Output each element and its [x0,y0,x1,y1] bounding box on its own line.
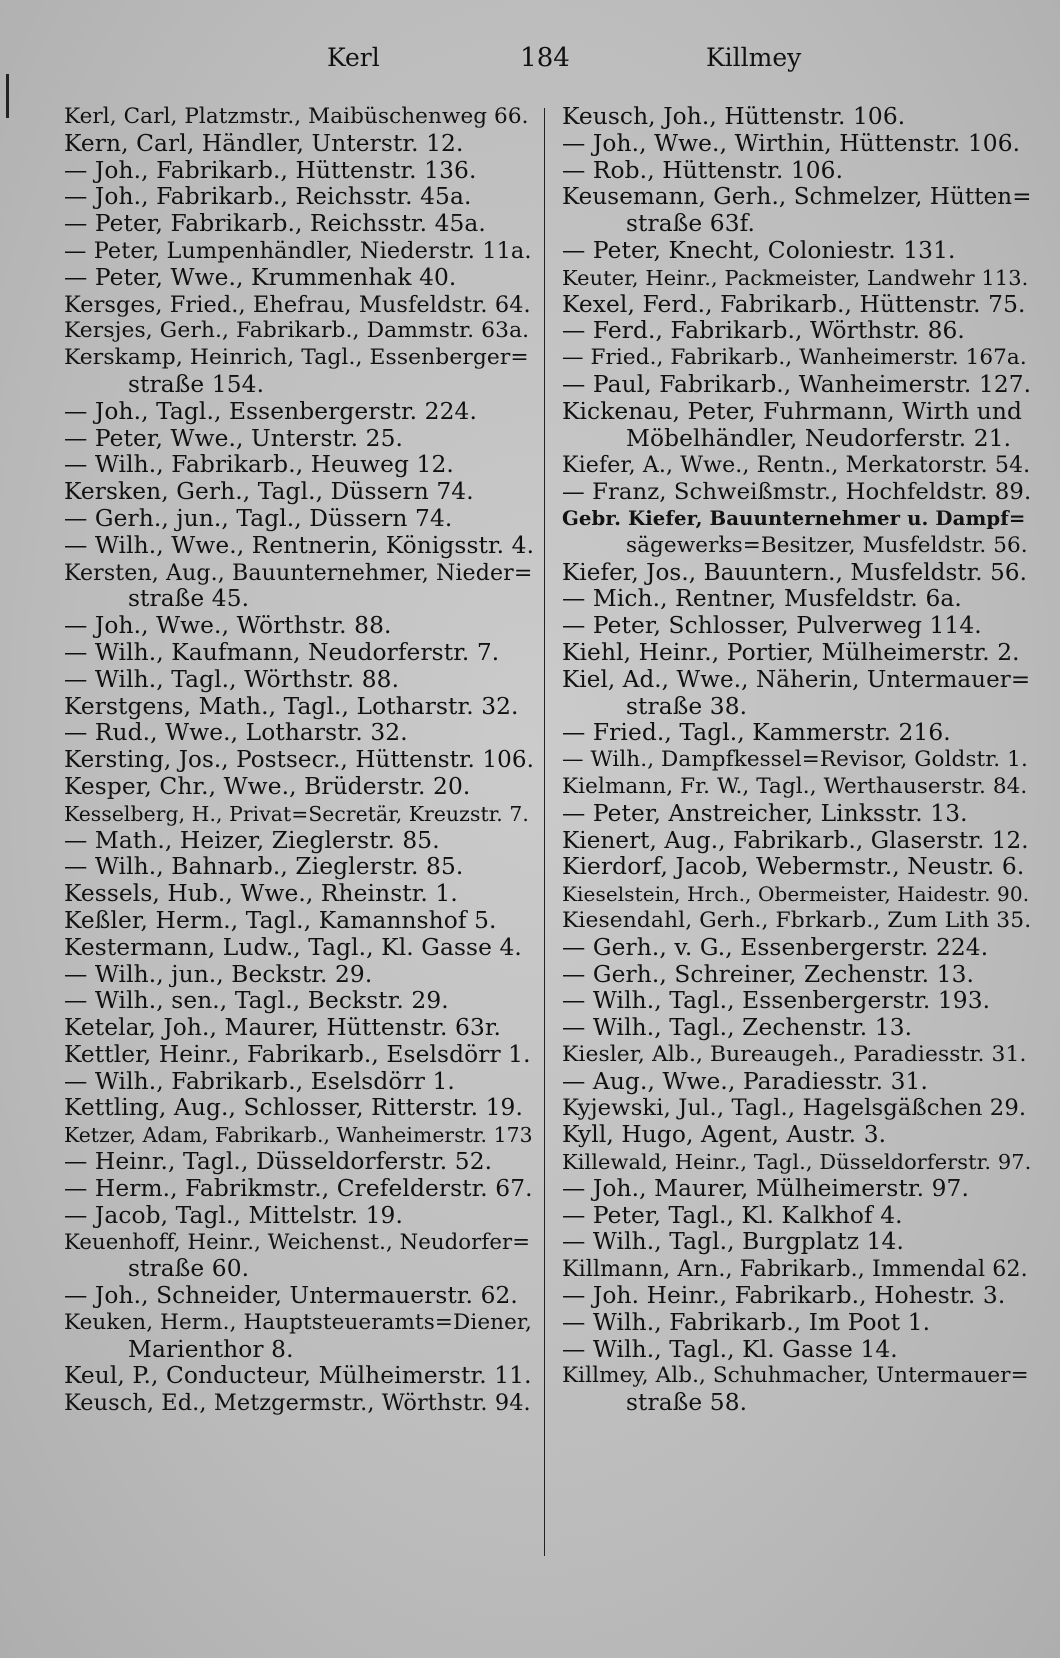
directory-entry: — Fried., Fabrikarb., Wanheimerstr. 167a. [562,345,1027,371]
directory-entry: — Gerh., Schreiner, Zechenstr. 13. [562,960,974,988]
directory-entry: — Joh., Tagl., Essenbergerstr. 224. [64,397,477,425]
directory-entry: — Peter, Lumpenhändler, Niederstr. 11a. [64,237,532,264]
directory-entry: Ketzer, Adam, Fabrikarb., Wanheimerstr. 173 [64,1123,533,1148]
directory-entry: Killmey, Alb., Schuhmacher, Untermauer= [562,1363,1029,1389]
directory-entry: Kiel, Ad., Wwe., Näherin, Untermauer= [562,666,1031,693]
directory-entry: — Rob., Hüttenstr. 106. [562,156,844,184]
entry-continuation: straße 63f. [626,210,756,238]
directory-entry: — Joh., Wwe., Wörthstr. 88. [64,612,392,640]
directory-entry: Keusch, Joh., Hüttenstr. 106. [562,104,906,130]
directory-entry: Kiesendahl, Gerh., Fbrkarb., Zum Lith 35. [562,907,1032,933]
directory-entry: — Paul, Fabrikarb., Wanheimerstr. 127. [562,370,1032,398]
directory-entry: Kettling, Aug., Schlosser, Ritterstr. 19. [64,1094,523,1122]
directory-entry: — Jacob, Tagl., Mittelstr. 19. [64,1201,403,1229]
directory-entry: — Mich., Rentner, Musfeldstr. 6a. [562,585,962,613]
directory-entry: — Aug., Wwe., Paradiesstr. 31. [562,1067,928,1095]
entry-continuation: straße 60. [128,1255,250,1283]
directory-entry: Kerskamp, Heinrich, Tagl., Essenberger= [64,345,529,371]
directory-entry: Killewald, Heinr., Tagl., Düsseldorferstr. 97. [562,1150,1032,1175]
column-divider [544,108,545,1556]
directory-entry: — Fried., Tagl., Kammerstr. 216. [562,719,951,747]
directory-entry: Kessels, Hub., Wwe., Rheinstr. 1. [64,880,458,908]
directory-entry: Kersken, Gerh., Tagl., Düssern 74. [64,478,474,506]
entry-continuation: straße 154. [128,370,265,398]
directory-entry: Kexel, Ferd., Fabrikarb., Hüttenstr. 75. [562,290,1026,318]
directory-entry: — Joh., Schneider, Untermauerstr. 62. [64,1282,518,1310]
directory-entry: Kieselstein, Hrch., Obermeister, Haidestr. 90. [562,882,1030,907]
page-edge-mark [6,74,9,118]
directory-entry: — Joh., Wwe., Wirthin, Hüttenstr. 106. [562,129,1021,157]
directory-entry: Keuter, Heinr., Packmeister, Landwehr 113. [562,265,1029,290]
directory-entry: Kickenau, Peter, Fuhrmann, Wirth und [562,397,1022,425]
left-column [64,104,534,1417]
entry-continuation: straße 58. [626,1389,748,1417]
directory-entry: Kielmann, Fr. W., Tagl., Werthauserstr. 84. [562,773,1028,799]
directory-entry: — Gerh., v. G., Essenbergerstr. 224. [562,933,989,961]
directory-entry: Keul, P., Conducteur, Mülheimerstr. 11. [64,1362,532,1390]
directory-entry: Kiefer, Jos., Bauuntern., Musfeldstr. 56. [562,559,1027,586]
directory-entry: Kersges, Fried., Ehefrau, Musfeldstr. 64. [64,291,531,318]
directory-entry: Kyjewski, Jul., Tagl., Hagelsgäßchen 29. [562,1095,1027,1122]
directory-entry: Kesper, Chr., Wwe., Brüderstr. 20. [64,772,471,800]
directory-entry: — Franz, Schweißmstr., Hochfeldstr. 89. [562,479,1032,506]
directory-entry: — Wilh., jun., Beckstr. 29. [64,960,373,988]
entry-continuation: Marienthor 8. [128,1335,294,1363]
directory-entry: — Peter, Schlosser, Pulverweg 114. [562,612,982,640]
directory-entry: — Wilh., Dampfkessel=Revisor, Goldstr. 1. [562,747,1028,773]
directory-entry: Kerl, Carl, Platzmstr., Maibüschenweg 66. [64,104,529,129]
directory-entry: — Wilh., Tagl., Zechenstr. 13. [562,1014,913,1042]
directory-entry: Gebr. Kiefer, Bauunternehmer u. Dampf= [562,506,1026,530]
directory-entry: — Wilh., Fabrikarb., Heuweg 12. [64,451,454,479]
directory-entry: Kersjes, Gerh., Fabrikarb., Dammstr. 63a. [64,318,530,344]
directory-entry: — Wilh., Tagl., Kl. Gasse 14. [562,1335,898,1363]
directory-entry: Kiesler, Alb., Bureaugeh., Paradiesstr. 31. [562,1041,1027,1067]
directory-entry: — Wilh., Tagl., Essenbergerstr. 193. [562,987,991,1015]
directory-entry: — Joh., Fabrikarb., Reichsstr. 45a. [64,183,472,211]
directory-entry: Keuenhoff, Heinr., Weichenst., Neudorfer= [64,1229,531,1255]
directory-entry: — Gerh., jun., Tagl., Düssern 74. [64,504,453,532]
directory-entry: Ketelar, Joh., Maurer, Hüttenstr. 63r. [64,1014,502,1042]
right-column [562,104,1032,1417]
entry-continuation: sägewerks=Besitzer, Musfeldstr. 56. [626,532,1028,558]
directory-entry: Keßler, Herm., Tagl., Kamannshof 5. [64,906,497,934]
directory-entry: — Wilh., Kaufmann, Neudorferstr. 7. [64,638,500,666]
directory-entry: Kern, Carl, Händler, Unterstr. 12. [64,129,464,157]
directory-entry: — Ferd., Fabrikarb., Wörthstr. 86. [562,317,965,345]
directory-entry: Kettler, Heinr., Fabrikarb., Eselsdörr 1. [64,1040,531,1068]
directory-entry: — Joh., Fabrikarb., Hüttenstr. 136. [64,156,477,184]
directory-entry: Killmann, Arn., Fabrikarb., Immendal 62. [562,1256,1028,1283]
entry-continuation: straße 38. [626,692,748,720]
directory-entry: — Heinr., Tagl., Düsseldorferstr. 52. [64,1148,493,1176]
directory-entry: — Math., Heizer, Zieglerstr. 85. [64,826,440,854]
directory-entry: Kiehl, Heinr., Portier, Mülheimerstr. 2. [562,638,1020,666]
directory-entry: — Wilh., sen., Tagl., Beckstr. 29. [64,987,449,1015]
directory-entry: Kienert, Aug., Fabrikarb., Glaserstr. 12. [562,827,1029,854]
directory-entry: — Peter, Fabrikarb., Reichsstr. 45a. [64,210,486,238]
directory-entry: Kesselberg, H., Privat=Secretär, Kreuzstr. 7. [64,801,529,826]
header-first-entry: Kerl [327,43,380,72]
directory-entry: — Wilh., Fabrikarb., Eselsdörr 1. [64,1067,455,1095]
page-number: 184 [520,43,570,73]
entry-continuation: straße 45. [128,585,250,613]
directory-entry: — Peter, Anstreicher, Linksstr. 13. [562,799,968,827]
entry-continuation: Möbelhändler, Neudorferstr. 21. [626,424,1012,452]
directory-entry: Kierdorf, Jacob, Webermstr., Neustr. 6. [562,853,1025,881]
directory-entry: — Wilh., Fabrikarb., Im Poot 1. [562,1308,931,1336]
directory-entry: — Peter, Knecht, Coloniestr. 131. [562,236,956,264]
directory-entry: — Wilh., Wwe., Rentnerin, Königsstr. 4. [64,531,534,559]
directory-entry: — Herm., Fabrikmstr., Crefelderstr. 67. [64,1174,533,1202]
page-header [0,38,1060,78]
directory-entry: — Joh. Heinr., Fabrikarb., Hohestr. 3. [562,1282,1006,1310]
directory-entry: — Peter, Wwe., Krummenhak 40. [64,263,457,291]
directory-entry: Kestermann, Ludw., Tagl., Kl. Gasse 4. [64,933,522,961]
directory-entry: Keusemann, Gerh., Schmelzer, Hütten= [562,184,1032,211]
directory-entry: — Joh., Maurer, Mülheimerstr. 97. [562,1174,969,1202]
directory-entry: — Wilh., Tagl., Wörthstr. 88. [64,665,400,693]
directory-entry: — Wilh., Bahnarb., Zieglerstr. 85. [64,853,464,881]
directory-entry: — Wilh., Tagl., Burgplatz 14. [562,1228,904,1256]
directory-entry: Kerstgens, Math., Tagl., Lotharstr. 32. [64,692,519,720]
directory-entry: — Peter, Wwe., Unterstr. 25. [64,424,404,452]
header-last-entry: Killmey [706,43,802,72]
directory-entry: Keusch, Ed., Metzgermstr., Wörthstr. 94. [64,1390,531,1417]
directory-entry: Kersten, Aug., Bauunternehmer, Nieder= [64,559,533,586]
directory-entry: Kiefer, A., Wwe., Rentn., Merkatorstr. 54. [562,452,1031,479]
directory-entry: Kyll, Hugo, Agent, Austr. 3. [562,1121,887,1149]
directory-entry: — Peter, Tagl., Kl. Kalkhof 4. [562,1201,903,1229]
directory-entry: Kersting, Jos., Postsecr., Hüttenstr. 106. [64,747,534,774]
directory-entry: — Rud., Wwe., Lotharstr. 32. [64,719,408,747]
directory-entry: Keuken, Herm., Hauptsteueramts=Diener, [64,1309,532,1335]
